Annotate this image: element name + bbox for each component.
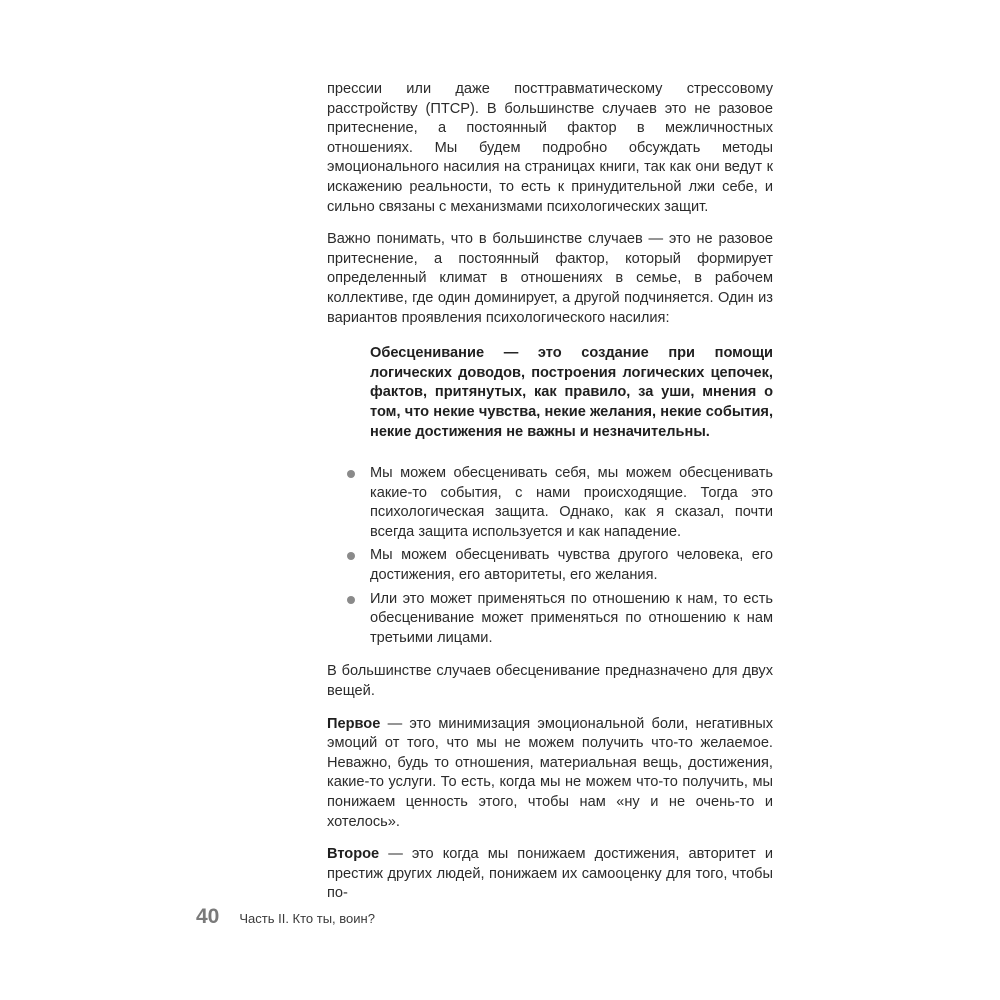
paragraph-summary: В большинстве случаев обесценивание предназначено для двух вещей.: [327, 663, 773, 700]
second-text: — это когда мы понижаем достижения, авторитет и престиж других людей, понижаем их самооценку для того, чтобы по-: [327, 846, 773, 902]
first-text: — это минимизация эмоциональной боли, негативных эмоций от того, что мы не можем получить что-то желаемое. Неважно, будь то отношения, материальная вещь, достижения, какие-то услуги. То есть, когда мы не можем что-то получить, мы понижаем ценность этого, чтобы нам «ну и не очень-то и хотелось».: [327, 715, 773, 830]
paragraph-continuation: прессии или даже посттравматическому стрессовому расстройству (ПТСР). В большинстве случаев это не разовое притеснение, а постоянный фактор в межличностных отношениях. Мы будем подробно обсуждать методы эмоционального насилия на страницах книги, так как они ведут к искажению реальности, то есть к принудительной лжи себе, и сильно связаны с механизмами психологических защит.: [327, 81, 773, 215]
list-item-text: Мы можем обесценивать себя, мы можем обесценивать какие-то события, с нами происходящие. Тогда это психологическая защита. Однако, как я сказал, почти всегда защита используется и как нападение.: [370, 465, 773, 540]
second-label: Второе: [327, 846, 380, 863]
bullet-icon: [347, 596, 355, 604]
list-item: [327, 464, 773, 542]
bullet-icon: [347, 552, 355, 560]
running-title: Часть II. Кто ты, воин?: [239, 911, 375, 926]
list-item-text: Или это может применяться по отношению к нам, то есть обесценивание может применяться по отношению к нам третьими лицами.: [370, 590, 773, 646]
page-footer: [196, 905, 375, 929]
definition-block: Обесценивание — это создание при помощи логических доводов, построения логических цепочек, фактов, притянутых, как правило, за уши, мнения о том, что некие чувства, некие желания, некие события, некие достижения не важны и незначительны.: [370, 345, 773, 440]
paragraph-intro: Важно понимать, что в большинстве случаев — это не разовое притеснение, а постоянный фактор, который формирует определенный климат в отношениях в семье, в рабочем коллективе, где один доминирует, а другой подчиняется. Один из вариантов проявления психологического насилия:: [327, 231, 773, 326]
list-item: [327, 590, 773, 649]
text-column: [327, 80, 773, 917]
first-label: Первое: [327, 715, 381, 732]
list-item-text: Мы можем обесценивать чувства другого человека, его достижения, его авторитеты, его желания.: [370, 547, 773, 584]
paragraph-first: [327, 715, 773, 833]
paragraph-second: [327, 845, 773, 904]
page-number: 40: [196, 905, 220, 928]
bullet-list: [327, 464, 773, 648]
list-item: [327, 546, 773, 585]
bullet-icon: [347, 470, 355, 478]
